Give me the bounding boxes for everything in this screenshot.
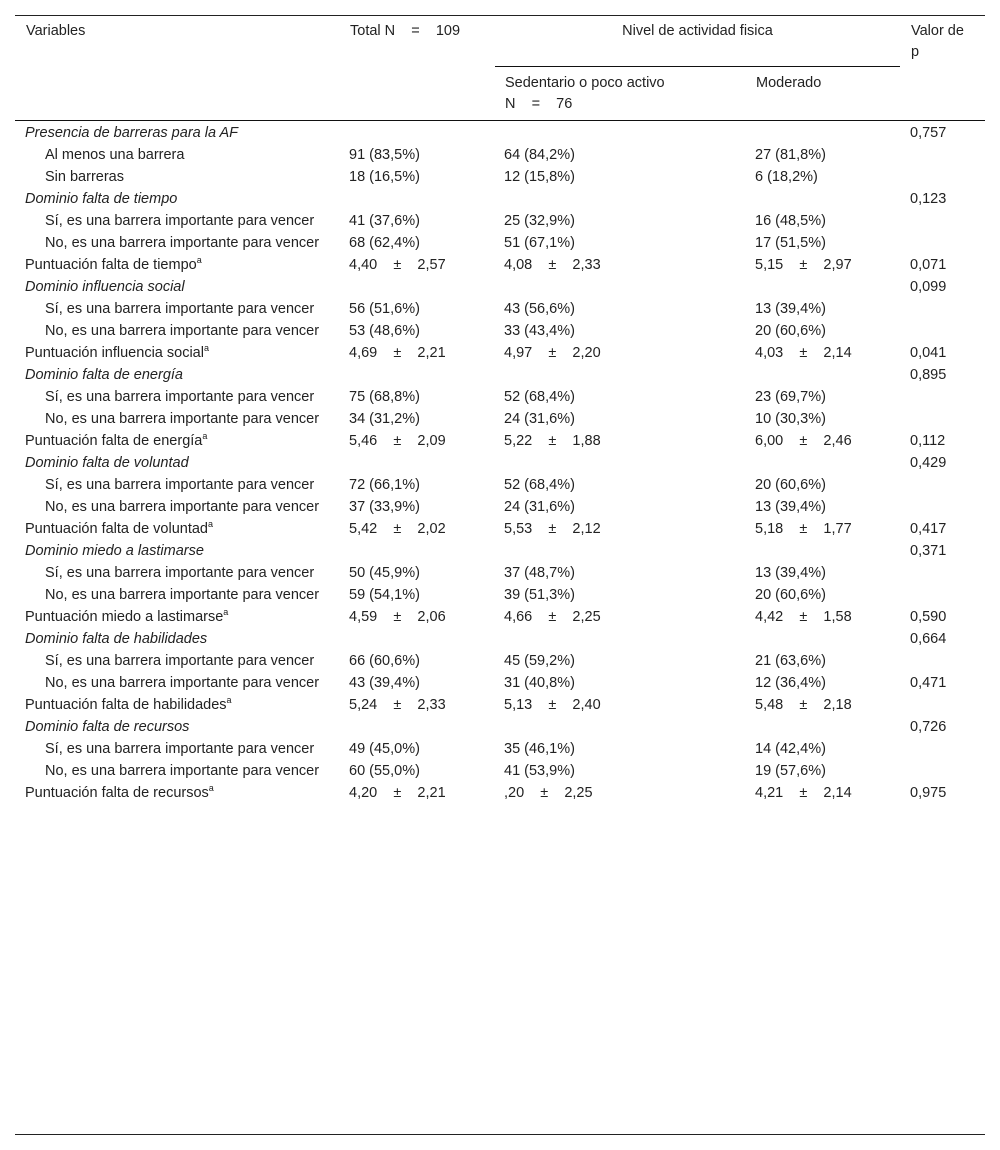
row-label [15, 276, 349, 298]
p-value-cell: 0,471 [910, 675, 947, 691]
total-cell: 4,59 ± 2,06 [349, 609, 446, 625]
mod-cell: 23 (69,7%) [755, 389, 826, 405]
sed-cell: 12 (15,8%) [504, 169, 575, 185]
sed-cell: 5,13 ± 2,40 [504, 697, 601, 713]
sed-cell: 64 (84,2%) [504, 147, 575, 163]
total-cell: 50 (45,9%) [349, 565, 420, 581]
row-label [15, 672, 349, 694]
row-label-text: Sí, es una barrera importante para vencer [45, 213, 315, 229]
sed-cell [504, 276, 755, 298]
row-label-text: Al menos una barrera [45, 147, 185, 163]
mod-cell: 14 (42,4%) [755, 741, 826, 757]
p-value-cell [910, 210, 985, 232]
mod-cell: 19 (57,6%) [755, 763, 826, 779]
p-value-cell [910, 386, 985, 408]
sed-cell: 4,97 ± 2,20 [504, 345, 601, 361]
row-label-text: No, es una barrera importante para vencer [45, 587, 320, 603]
row-label [15, 452, 349, 474]
total-cell: 4,69 ± 2,21 [349, 345, 446, 361]
total-cell: 59 (54,1%) [349, 587, 420, 603]
domain-row [15, 452, 985, 474]
row-label [15, 738, 349, 760]
sed-cell: 5,22 ± 1,88 [504, 433, 601, 449]
row-label-text: Puntuación falta de recursos [25, 785, 209, 801]
row-label-text: Dominio falta de energía [25, 367, 183, 383]
mod-cell: 16 (48,5%) [755, 213, 826, 229]
sed-cell [504, 122, 755, 144]
score-row [15, 694, 985, 716]
mod-cell [755, 122, 910, 144]
row-label [15, 408, 349, 430]
sed-cell: 35 (46,1%) [504, 741, 575, 757]
mod-cell [755, 364, 910, 386]
row-label-text: No, es una barrera importante para vencer [45, 675, 320, 691]
table-row [15, 144, 985, 166]
table-row [15, 672, 985, 694]
p-value-cell: 0,112 [910, 433, 946, 449]
mod-cell: 10 (30,3%) [755, 411, 826, 427]
sed-cell [504, 628, 755, 650]
total-cell [349, 188, 504, 210]
table-row [15, 584, 985, 606]
mod-cell [755, 716, 910, 738]
row-label-text: No, es una barrera importante para vencer [45, 323, 320, 339]
row-label [15, 386, 349, 408]
p-value-cell [910, 694, 985, 716]
p-value-cell [910, 408, 985, 430]
row-label-text: Puntuación falta de energía [25, 433, 203, 449]
total-cell [349, 716, 504, 738]
table-body [15, 122, 985, 804]
bottom-rule [15, 1134, 985, 1135]
mod-cell: 5,18 ± 1,77 [755, 521, 852, 537]
sed-cell: 39 (51,3%) [504, 587, 575, 603]
sed-cell: 4,66 ± 2,25 [504, 609, 601, 625]
sed-cell: 24 (31,6%) [504, 411, 575, 427]
table-row [15, 298, 985, 320]
p-value-cell [910, 562, 985, 584]
total-cell [349, 276, 504, 298]
row-label [15, 342, 349, 364]
total-cell: 4,20 ± 2,21 [349, 785, 446, 801]
row-label-text: Puntuación falta de voluntad [25, 521, 208, 537]
footnote-mark: a [223, 607, 229, 618]
row-label-text: Dominio influencia social [25, 279, 185, 295]
mod-cell [755, 188, 910, 210]
row-label-text: Sí, es una barrera importante para vencer [45, 565, 315, 581]
footnote-mark: a [202, 431, 208, 442]
table-row [15, 408, 985, 430]
sed-cell [504, 188, 755, 210]
total-cell: 5,24 ± 2,33 [349, 697, 446, 713]
sed-cell: 33 (43,4%) [504, 323, 575, 339]
row-label-text: Dominio falta de voluntad [25, 455, 189, 471]
p-value-cell: 0,371 [910, 543, 947, 559]
footnote-mark: a [226, 695, 232, 706]
row-label [15, 122, 349, 144]
domain-row [15, 122, 985, 144]
row-label-text: No, es una barrera importante para vencer [45, 411, 320, 427]
row-label [15, 584, 349, 606]
mod-cell: 20 (60,6%) [755, 587, 826, 603]
score-row [15, 430, 985, 452]
domain-row [15, 364, 985, 386]
total-cell [349, 122, 504, 144]
p-value-cell: 0,757 [910, 125, 947, 141]
row-label [15, 210, 349, 232]
total-cell: 49 (45,0%) [349, 741, 420, 757]
mod-cell: 27 (81,8%) [755, 147, 826, 163]
row-label [15, 650, 349, 672]
row-label [15, 430, 349, 452]
p-value-cell [910, 738, 985, 760]
mod-cell: 20 (60,6%) [755, 477, 826, 493]
table-row [15, 760, 985, 782]
row-label-text: Puntuación falta de habilidades [25, 697, 227, 713]
p-value-cell [910, 650, 985, 672]
footnote-mark: a [208, 519, 214, 530]
sed-cell: 52 (68,4%) [504, 477, 575, 493]
mod-cell [755, 452, 910, 474]
row-label-text: No, es una barrera importante para vencer [45, 763, 320, 779]
top-rule [15, 15, 985, 16]
total-cell: 41 (37,6%) [349, 213, 420, 229]
row-label-text: Sí, es una barrera importante para vencer [45, 389, 315, 405]
table-row [15, 210, 985, 232]
p-value-cell [910, 474, 985, 496]
mod-cell: 4,21 ± 2,14 [755, 785, 852, 801]
row-label [15, 606, 349, 628]
row-label-text: Puntuación influencia social [25, 345, 204, 361]
total-cell: 5,42 ± 2,02 [349, 521, 446, 537]
sed-cell: 31 (40,8%) [504, 675, 575, 691]
table-row [15, 496, 985, 518]
score-row [15, 342, 985, 364]
p-value-cell: 0,417 [910, 521, 947, 537]
row-label [15, 298, 349, 320]
mod-cell: 5,15 ± 2,97 [755, 257, 852, 273]
row-label [15, 254, 349, 276]
header-rule [15, 120, 985, 121]
row-label [15, 694, 349, 716]
p-value-cell: 0,590 [910, 609, 947, 625]
sed-cell: 43 (56,6%) [504, 301, 575, 317]
domain-row [15, 716, 985, 738]
sed-cell [504, 716, 755, 738]
table-row [15, 650, 985, 672]
total-cell [349, 452, 504, 474]
mod-cell: 17 (51,5%) [755, 235, 826, 251]
total-cell: 43 (39,4%) [349, 675, 420, 691]
sed-cell: 37 (48,7%) [504, 565, 575, 581]
header-sedentary-line2: N = 76 [505, 96, 573, 112]
domain-row [15, 628, 985, 650]
mod-cell: 4,03 ± 2,14 [755, 345, 852, 361]
p-value-cell: 0,726 [910, 719, 947, 735]
mod-cell [755, 276, 910, 298]
p-value-cell: 0,099 [910, 279, 947, 295]
row-label [15, 320, 349, 342]
p-value-cell: 0,975 [910, 785, 947, 801]
total-cell [349, 628, 504, 650]
row-label [15, 716, 349, 738]
score-row [15, 254, 985, 276]
total-cell: 72 (66,1%) [349, 477, 420, 493]
sed-cell: 5,53 ± 2,12 [504, 521, 601, 537]
score-row [15, 782, 985, 804]
p-value-cell [910, 166, 985, 188]
mod-cell: 20 (60,6%) [755, 323, 826, 339]
row-label-text: Sí, es una barrera importante para vencer [45, 741, 315, 757]
table-row [15, 166, 985, 188]
mod-cell: 6 (18,2%) [755, 169, 818, 185]
domain-row [15, 188, 985, 210]
row-label [15, 782, 349, 804]
header-total: Total N = 109 [350, 23, 461, 39]
row-label [15, 540, 349, 562]
row-label [15, 232, 349, 254]
footnote-mark: a [196, 255, 202, 266]
table-row [15, 320, 985, 342]
total-cell: 37 (33,9%) [349, 499, 420, 515]
row-label [15, 518, 349, 540]
p-value-cell [910, 232, 985, 254]
row-label-text: Presencia de barreras para la AF [25, 125, 239, 141]
p-value-cell [910, 584, 985, 606]
total-cell: 53 (48,6%) [349, 323, 420, 339]
row-label [15, 364, 349, 386]
row-label [15, 496, 349, 518]
row-label-text: Sin barreras [45, 169, 124, 185]
row-label-text: Dominio falta de recursos [25, 719, 190, 735]
sed-cell: 52 (68,4%) [504, 389, 575, 405]
mod-cell: 13 (39,4%) [755, 565, 826, 581]
table-row [15, 474, 985, 496]
p-value-cell: 0,664 [910, 631, 947, 647]
total-cell: 60 (55,0%) [349, 763, 420, 779]
domain-row [15, 276, 985, 298]
sed-cell: 51 (67,1%) [504, 235, 575, 251]
sed-cell: ,20 ± 2,25 [504, 785, 593, 801]
row-label [15, 628, 349, 650]
total-cell: 68 (62,4%) [349, 235, 420, 251]
header-group-title: Nivel de actividad fisica [622, 23, 773, 39]
row-label-text: No, es una barrera importante para vencer [45, 235, 320, 251]
total-cell [349, 364, 504, 386]
table-row [15, 232, 985, 254]
total-cell: 5,46 ± 2,09 [349, 433, 446, 449]
row-label-text: Sí, es una barrera importante para vencer [45, 653, 315, 669]
total-cell [349, 540, 504, 562]
header-variables: Variables [26, 23, 86, 39]
sed-cell: 41 (53,9%) [504, 763, 575, 779]
total-cell: 91 (83,5%) [349, 147, 420, 163]
score-row [15, 606, 985, 628]
p-value-cell [910, 760, 985, 782]
p-value-cell [910, 496, 985, 518]
score-row [15, 518, 985, 540]
row-label-text: Dominio falta de tiempo [25, 191, 178, 207]
row-label [15, 562, 349, 584]
row-label [15, 188, 349, 210]
total-cell: 66 (60,6%) [349, 653, 420, 669]
header-moderate: Moderado [756, 75, 822, 91]
table-row [15, 562, 985, 584]
total-cell: 56 (51,6%) [349, 301, 420, 317]
domain-row [15, 540, 985, 562]
total-cell: 18 (16,5%) [349, 169, 420, 185]
table-row [15, 738, 985, 760]
p-value-cell: 0,071 [910, 257, 947, 273]
sed-cell [504, 540, 755, 562]
row-label [15, 144, 349, 166]
total-cell: 34 (31,2%) [349, 411, 420, 427]
row-label-text: Puntuación miedo a lastimarse [25, 609, 224, 625]
mod-cell: 4,42 ± 1,58 [755, 609, 852, 625]
p-value-cell: 0,041 [910, 345, 947, 361]
row-label-text: Puntuación falta de tiempo [25, 257, 197, 273]
mod-cell: 21 (63,6%) [755, 653, 826, 669]
sed-cell [504, 452, 755, 474]
footnote-mark: a [208, 783, 214, 794]
header-pvalue-line2: p [911, 44, 920, 60]
total-cell: 4,40 ± 2,57 [349, 257, 446, 273]
row-label-text: Dominio miedo a lastimarse [25, 543, 204, 559]
mod-cell: 13 (39,4%) [755, 499, 826, 515]
mod-cell: 12 (36,4%) [755, 675, 826, 691]
p-value-cell [910, 320, 985, 342]
mod-cell [755, 540, 910, 562]
footnote-mark: a [203, 343, 209, 354]
row-label [15, 760, 349, 782]
table-row [15, 386, 985, 408]
p-value-cell: 0,123 [910, 191, 947, 207]
row-label [15, 474, 349, 496]
row-label-text: Sí, es una barrera importante para vencer [45, 301, 315, 317]
sed-cell: 24 (31,6%) [504, 499, 575, 515]
row-label-text: Sí, es una barrera importante para vencer [45, 477, 315, 493]
mod-cell: 13 (39,4%) [755, 301, 826, 317]
row-label [15, 166, 349, 188]
sed-cell: 45 (59,2%) [504, 653, 575, 669]
header-pvalue-line1: Valor de [911, 23, 964, 39]
sed-cell [504, 364, 755, 386]
p-value-cell: 0,429 [910, 455, 947, 471]
p-value-cell: 0,895 [910, 367, 947, 383]
mod-cell: 6,00 ± 2,46 [755, 433, 852, 449]
row-label-text: No, es una barrera importante para vencer [45, 499, 320, 515]
group-rule [495, 66, 900, 67]
sed-cell: 25 (32,9%) [504, 213, 575, 229]
p-value-cell [910, 298, 985, 320]
mod-cell: 5,48 ± 2,18 [755, 697, 852, 713]
p-value-cell [910, 144, 985, 166]
header-sedentary-line1: Sedentario o poco activo [505, 75, 665, 91]
row-label-text: Dominio falta de habilidades [25, 631, 208, 647]
mod-cell [755, 628, 910, 650]
sed-cell: 4,08 ± 2,33 [504, 257, 601, 273]
total-cell: 75 (68,8%) [349, 389, 420, 405]
